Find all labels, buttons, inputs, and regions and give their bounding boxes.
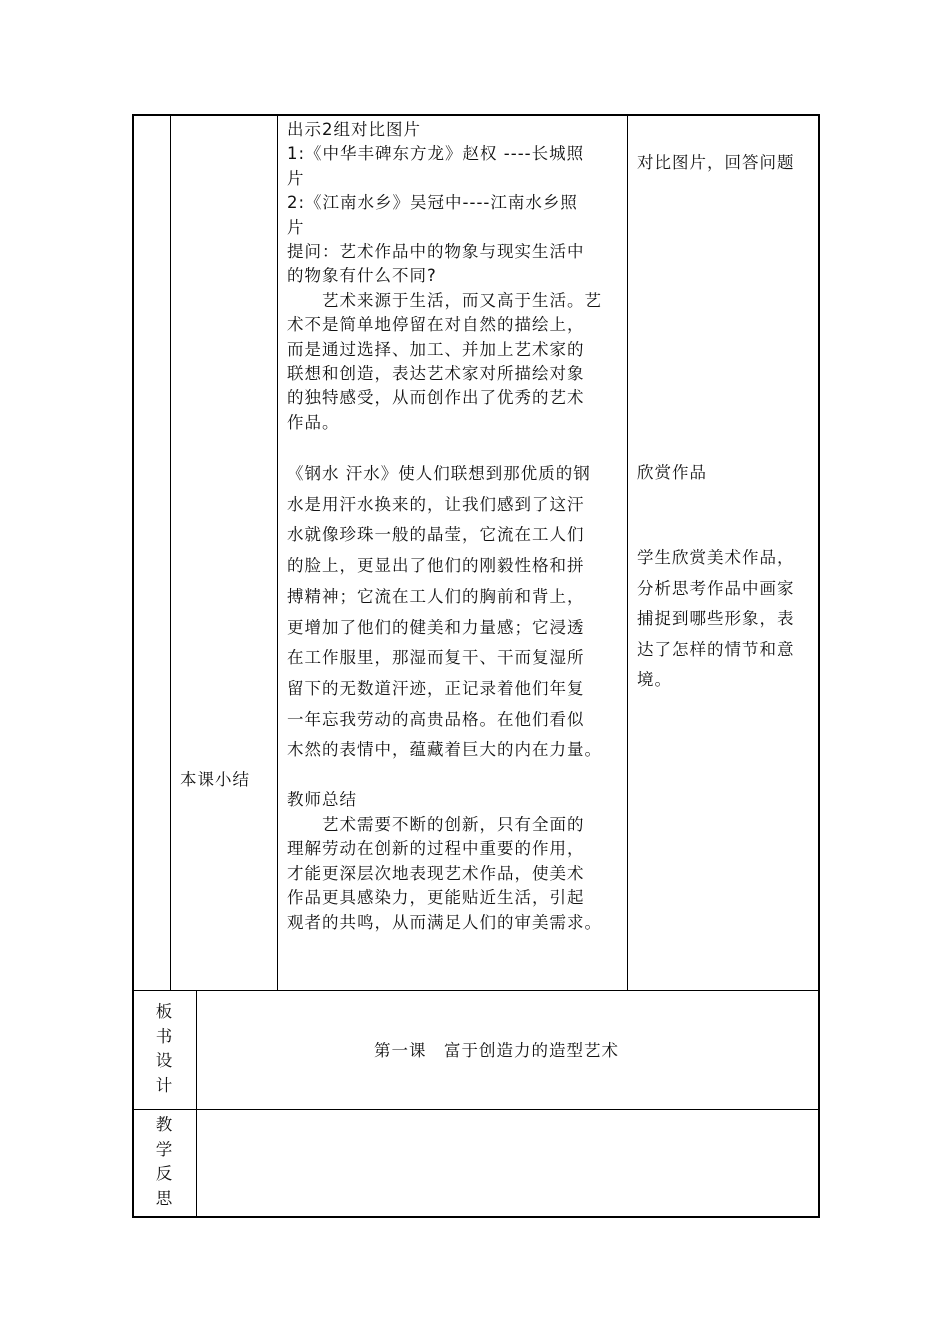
text-line: 学生欣赏美术作品， [637,548,795,567]
text-line: 片 [287,217,305,237]
grid-line [627,114,628,991]
text-line: 作品更具感染力，更能贴近生活，引起 [287,888,585,908]
text-line: 观者的共鸣，从而满足人们的审美需求。 [287,912,602,932]
block-title: 教师总结 [287,790,357,809]
text-line: 艺术需要不断的创新，只有全面的 [287,814,585,834]
text-line: 联想和创造，表达艺术家对所描绘对象 [287,364,585,384]
text-line: 捕捉到哪些形象，表 [637,609,795,628]
text-line: 艺术来源于生活，而又高于生活。艺 [287,290,602,310]
text-line: 而是通过选择、加工、并加上艺术家的 [287,339,585,359]
text-line: 的物象有什么不同? [287,266,437,286]
board-design-content: 第一课 富于创造力的造型艺术 [374,1041,619,1060]
grid-line [277,114,278,991]
label-char: 板 [155,1002,173,1021]
text-line: 术不是简单地停留在对自然的描绘上， [287,315,585,335]
board-design-label [153,1000,175,1098]
label-char: 计 [155,1075,173,1095]
teaching-reflection-label [153,1113,175,1211]
text-line: 的独特感受，从而创作出了优秀的艺术 [287,388,585,408]
text-line: 理解劳动在创新的过程中重要的作用， [287,839,585,859]
label-char: 设 [155,1051,173,1070]
grid-line [132,990,820,991]
text-line: 提问：艺术作品中的物象与现实生活中 [287,242,585,262]
text-line: 搏精神；它流在工人们的胸前和背上， [287,586,585,606]
section-label: 本课小结 [180,770,250,789]
block-title: 出示2组对比图片 [287,120,421,139]
label-char: 教 [155,1115,173,1134]
label-char: 书 [155,1026,173,1046]
student-activity-analysis [637,543,795,696]
text-line: 《钢水 汗水》使人们联想到那优质的钢 [287,464,591,483]
text-line: 的脸上，更显出了他们的刚毅性格和拼 [287,556,585,576]
text-line: 2:《江南水乡》吴冠中----江南水乡照 [287,193,578,213]
contrast-images-block [287,118,602,435]
text-line: 木然的表情中，蕴藏着巨大的内在力量。 [287,740,602,760]
label-char: 思 [155,1188,173,1208]
text-line: 作品。 [287,412,340,432]
label-char: 反 [155,1164,173,1183]
text-line: 片 [287,168,305,188]
text-line: 留下的无数道汗迹，正记录着他们年复 [287,678,585,698]
grid-line [170,114,171,991]
text-line: 水就像珍珠一般的晶莹，它流在工人们 [287,525,585,545]
text-line: 分析思考作品中画家 [637,578,795,598]
text-line: 一年忘我劳动的高贵品格。在他们看似 [287,709,585,729]
artwork-analysis-block [287,459,602,766]
text-line: 1:《中华丰碑东方龙》赵权 ----长城照 [287,144,585,164]
grid-line [132,1109,820,1110]
student-activity-compare: 对比图片，回答问题 [637,153,795,172]
grid-line [196,990,197,1218]
text-line: 境。 [637,670,672,689]
teacher-summary-block [287,788,602,936]
label-char: 学 [155,1139,173,1159]
text-line: 水是用汗水换来的，让我们感到了这汗 [287,494,585,514]
text-line: 在工作服里，那湿而复干、干而复湿所 [287,648,585,668]
text-line: 更增加了他们的健美和力量感；它浸透 [287,617,585,637]
text-line: 才能更深层次地表现艺术作品，使美术 [287,863,585,883]
student-activity-appreciate: 欣赏作品 [637,463,707,482]
text-line: 达了怎样的情节和意 [637,639,795,659]
